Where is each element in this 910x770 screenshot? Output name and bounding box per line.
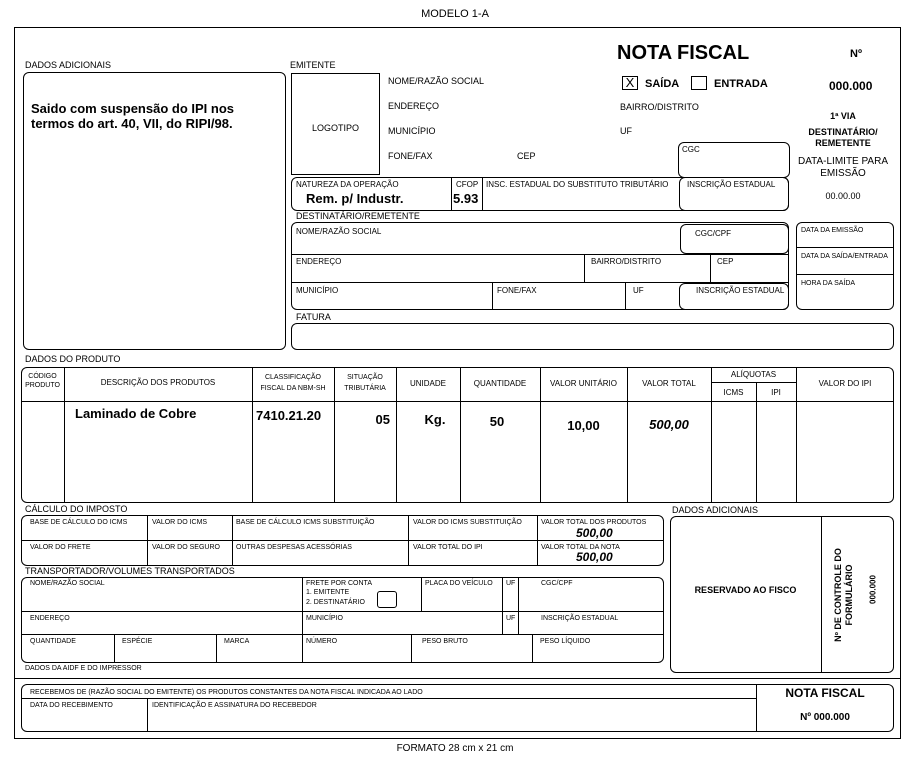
frete-code-box[interactable] bbox=[377, 591, 397, 608]
transp-uf2-label: UF bbox=[506, 615, 516, 622]
th-valor-unitario: VALOR UNITÁRIO bbox=[550, 379, 617, 388]
th-classificacao: CLASSIFICAÇÃO FISCAL DA NBM-SH bbox=[260, 374, 326, 392]
valor-produtos-value[interactable]: 500,00 bbox=[576, 526, 613, 540]
natureza-value[interactable]: Rem. p/ Industr. bbox=[306, 191, 404, 206]
imposto-col-1 bbox=[147, 515, 148, 566]
valor-produtos-label: VALOR TOTAL DOS PRODUTOS bbox=[541, 519, 647, 526]
recibo-data-divider bbox=[147, 698, 148, 732]
recibo-identificacao-label: IDENTIFICAÇÃO E ASSINATURA DO RECEBEDOR bbox=[152, 702, 317, 709]
row-situacao[interactable]: 05 bbox=[375, 412, 390, 427]
transp-cgc-label: CGC/CPF bbox=[541, 580, 573, 587]
th-valor-total: VALOR TOTAL bbox=[642, 379, 696, 388]
transp-row-line-2 bbox=[21, 634, 664, 635]
datas-line-2 bbox=[796, 274, 894, 275]
aidf-label: DADOS DA AIDF E DO IMPRESSOR bbox=[25, 665, 142, 672]
dest-municipio-label: MUNICÍPIO bbox=[296, 286, 339, 295]
saida-checkbox[interactable] bbox=[622, 76, 638, 90]
transp-quantidade-label: QUANTIDADE bbox=[30, 638, 76, 645]
dest-uf-label: UF bbox=[633, 286, 644, 295]
transp-col-8 bbox=[532, 634, 533, 663]
transp-col-6 bbox=[216, 634, 217, 663]
row-classificacao[interactable]: 7410.21.20 bbox=[256, 408, 322, 423]
th-aliquotas: ALÍQUOTAS bbox=[730, 370, 777, 379]
valor-nota-label: VALOR TOTAL DA NOTA bbox=[541, 544, 620, 551]
hora-saida-label: HORA DA SAÍDA bbox=[801, 280, 856, 287]
transp-col-7 bbox=[411, 634, 412, 663]
aliquotas-line bbox=[711, 382, 796, 383]
emitente-label: EMITENTE bbox=[290, 60, 336, 70]
frete-emitente-label: 1. EMITENTE bbox=[306, 589, 350, 596]
produto-label: DADOS DO PRODUTO bbox=[25, 354, 121, 364]
natureza-label: NATUREZA DA OPERAÇÃO bbox=[296, 180, 399, 189]
emitente-nome-label: NOME/RAZÃO SOCIAL bbox=[388, 76, 485, 86]
transp-col-4 bbox=[518, 577, 519, 634]
imposto-row-line bbox=[21, 540, 664, 541]
valor-icms-subst-label: VALOR DO ICMS SUBSTITUIÇÃO bbox=[413, 519, 522, 526]
dest-divider-uf bbox=[625, 282, 626, 310]
th-descricao: DESCRIÇÃO DOS PRODUTOS bbox=[100, 378, 216, 387]
transp-peso-bruto-label: PESO BRUTO bbox=[422, 638, 468, 645]
th-situacao: SITUAÇÃO TRIBUTÁRIA bbox=[344, 374, 386, 392]
th-quantidade: QUANTIDADE bbox=[473, 379, 527, 388]
dados-adicionais-text: Saido com suspensão do IPI nos termos do art. 40, VII, do RIPI/98. bbox=[31, 101, 234, 131]
destinatario-row-line-1 bbox=[291, 254, 789, 255]
th-valor-ipi: VALOR DO IPI bbox=[818, 379, 872, 388]
fatura-label: FATURA bbox=[296, 312, 331, 322]
transp-endereco-label: ENDEREÇO bbox=[30, 615, 70, 622]
frete-destinatario-label: 2. DESTINATÁRIO bbox=[306, 599, 365, 606]
saida-check-mark: X bbox=[625, 75, 635, 90]
col-line-9 bbox=[756, 382, 757, 503]
dest-cgc-label: CGC/CPF bbox=[695, 229, 731, 238]
th-unidade: UNIDADE bbox=[409, 379, 446, 388]
emitente-municipio-label: MUNICÍPIO bbox=[388, 126, 436, 136]
valor-frete-label: VALOR DO FRETE bbox=[30, 544, 91, 551]
valor-nota-value[interactable]: 500,00 bbox=[576, 550, 613, 564]
transp-insc-label: INSCRIÇÃO ESTADUAL bbox=[541, 615, 619, 622]
imposto-label: CÁLCULO DO IMPOSTO bbox=[25, 504, 128, 514]
dest-cep-label: CEP bbox=[717, 257, 734, 266]
modelo-label: MODELO 1-A bbox=[421, 8, 489, 20]
logotipo-label: LOGOTIPO bbox=[311, 123, 359, 133]
operacao-divider-1 bbox=[451, 177, 452, 211]
col-line-1 bbox=[64, 367, 65, 503]
valor-ipi-total-label: VALOR TOTAL DO IPI bbox=[413, 544, 483, 551]
controle-formulario-label: Nº DE CONTROLE DO FORMULÁRIO bbox=[833, 548, 854, 642]
transp-col-5 bbox=[114, 634, 115, 663]
transp-marca-label: MARCA bbox=[224, 638, 250, 645]
emitente-cep-label: CEP bbox=[517, 151, 536, 161]
recibo-texto: RECEBEMOS DE (RAZÃO SOCIAL DO EMITENTE) OS PRODUTOS CONSTANTES DA NOTA FISCAL INDICADA AO LADO bbox=[30, 689, 423, 696]
transp-peso-liquido-label: PESO LÍQUIDO bbox=[540, 638, 591, 645]
emitente-fone-label: FONE/FAX bbox=[388, 151, 433, 161]
base-subst-label: BASE DE CÁLCULO ICMS SUBSTITUIÇÃO bbox=[236, 519, 375, 526]
dest-divider-cep bbox=[710, 254, 711, 282]
imposto-col-4 bbox=[537, 515, 538, 566]
insc-estadual-emitente-label: INSCRIÇÃO ESTADUAL bbox=[687, 180, 776, 189]
emitente-endereco-label: ENDEREÇO bbox=[388, 101, 440, 111]
transp-municipio-label: MUNICÍPIO bbox=[306, 615, 343, 622]
dest-endereco-label: ENDEREÇO bbox=[296, 257, 342, 266]
transp-nome-label: NOME/RAZÃO SOCIAL bbox=[30, 580, 105, 587]
imposto-col-2 bbox=[232, 515, 233, 566]
row-valor-unitario[interactable]: 10,00 bbox=[567, 418, 600, 433]
nota-numero: 000.000 bbox=[829, 79, 873, 93]
row-descricao[interactable]: Laminado de Cobre bbox=[75, 406, 197, 421]
outras-despesas-label: OUTRAS DESPESAS ACESSÓRIAS bbox=[236, 544, 352, 551]
dest-nome-label: NOME/RAZÃO SOCIAL bbox=[296, 227, 382, 236]
transp-col-1 bbox=[302, 577, 303, 663]
transp-col-3 bbox=[502, 577, 503, 634]
imposto-col-3 bbox=[408, 515, 409, 566]
data-saida-label: DATA DA SAÍDA/ENTRADA bbox=[801, 253, 888, 260]
recibo-nota-title: NOTA FISCAL bbox=[785, 686, 865, 700]
dest-divider-bairro bbox=[584, 254, 585, 282]
data-emissao-label: DATA DA EMISSÃO bbox=[801, 227, 864, 234]
entrada-label: ENTRADA bbox=[714, 78, 768, 90]
recibo-data-label: DATA DO RECEBIMENTO bbox=[30, 702, 113, 709]
operacao-divider-2 bbox=[482, 177, 483, 211]
controle-formulario-value: 000.000 bbox=[868, 575, 878, 604]
nota-uf-label: UF bbox=[620, 126, 632, 136]
transp-numero-label: NÚMERO bbox=[306, 638, 338, 645]
destinatario-label: DESTINATÁRIO/REMETENTE bbox=[296, 211, 420, 221]
recibo-separator bbox=[14, 678, 901, 679]
frete-label: FRETE POR CONTA bbox=[306, 580, 372, 587]
produto-header-line bbox=[21, 401, 894, 402]
via-label: 1ª VIA bbox=[830, 111, 856, 121]
data-limite-label: DATA-LIMITE PARA EMISSÃO bbox=[797, 156, 888, 179]
nota-bairro-label: BAIRRO/DISTRITO bbox=[620, 102, 699, 112]
base-icms-label: BASE DE CÁLCULO DO ICMS bbox=[30, 519, 128, 526]
placa-label: PLACA DO VEÍCULO bbox=[425, 580, 493, 587]
transp-uf-label: UF bbox=[506, 580, 516, 587]
dest-bairro-label: BAIRRO/DISTRITO bbox=[591, 257, 662, 266]
saida-label: SAÍDA bbox=[645, 78, 680, 90]
insc-subst-label: INSC. ESTADUAL DO SUBSTITUTO TRIBUTÁRIO bbox=[486, 180, 669, 189]
recibo-line bbox=[21, 698, 756, 699]
row-valor-total[interactable]: 500,00 bbox=[649, 417, 689, 432]
fisco-divider bbox=[821, 516, 822, 673]
cgc-label: CGC bbox=[682, 145, 700, 154]
entrada-checkbox[interactable] bbox=[691, 76, 707, 90]
transportador-label: TRANSPORTADOR/VOLUMES TRANSPORTADOS bbox=[25, 566, 235, 576]
dest-fone-label: FONE/FAX bbox=[497, 286, 537, 295]
th-icms: ICMS bbox=[723, 388, 744, 397]
transp-row-line-1 bbox=[21, 611, 664, 612]
data-limite-value: 00.00.00 bbox=[825, 191, 861, 201]
row-unidade[interactable]: Kg. bbox=[424, 412, 446, 427]
datas-line-1 bbox=[796, 247, 894, 248]
cfop-value[interactable]: 5.93 bbox=[453, 191, 479, 206]
recibo-nota-numero: Nº 000.000 bbox=[800, 712, 850, 723]
valor-seguro-label: VALOR DO SEGURO bbox=[152, 544, 220, 551]
datas-box bbox=[796, 222, 894, 310]
dest-insc-label: INSCRIÇÃO ESTADUAL bbox=[696, 286, 785, 295]
th-codigo: CÓDIGO PRODUTO bbox=[25, 373, 60, 389]
transp-col-2 bbox=[421, 577, 422, 611]
th-ipi: IPI bbox=[771, 388, 781, 397]
dados-adicionais-label: DADOS ADICIONAIS bbox=[25, 60, 112, 70]
cfop-label: CFOP bbox=[456, 180, 479, 189]
dados-adicionais-right-label: DADOS ADICIONAIS bbox=[672, 505, 759, 515]
nota-fiscal-title: NOTA FISCAL bbox=[617, 42, 750, 64]
dest-divider-fone bbox=[492, 282, 493, 310]
transp-especie-label: ESPÉCIE bbox=[122, 638, 153, 645]
fatura-box[interactable] bbox=[291, 323, 894, 350]
nota-numero-label: Nº bbox=[850, 48, 862, 60]
formato-label: FORMATO 28 cm x 21 cm bbox=[396, 743, 514, 754]
valor-icms-label: VALOR DO ICMS bbox=[152, 519, 208, 526]
destinatario-remetente-label: DESTINATÁRIO/ REMETENTE bbox=[808, 127, 878, 148]
reservado-fisco-label: RESERVADO AO FISCO bbox=[694, 585, 797, 595]
row-quantidade[interactable]: 50 bbox=[489, 414, 505, 429]
